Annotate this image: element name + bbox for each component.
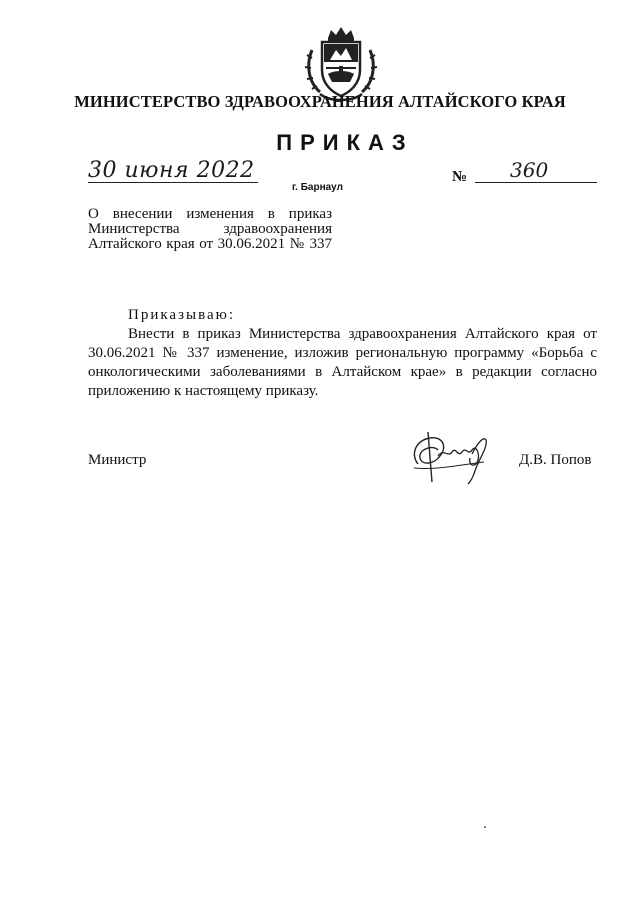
document-body [88,306,597,401]
ministry-title: МИНИСТЕРСТВО ЗДРАВООХРАНЕНИЯ АЛТАЙСКОГО КРАЯ [74,92,566,111]
signatory-title: Министр [88,452,147,468]
document-subject: О внесении изменения в приказ Министерства здравоохранения Алтайского края от 30.06.2021 № 337 [88,206,332,252]
order-word: Приказываю: [128,307,235,323]
signatory-name: Д.В. Попов [519,452,592,468]
handwritten-number: 360 [510,158,549,182]
handwritten-date: 30 июня 2022 [88,158,255,183]
city-label: г. Барнаул [292,182,343,193]
date-underline [88,182,258,183]
handwritten-signature-icon [404,424,494,488]
scan-speck [484,826,486,828]
number-underline [475,182,597,183]
order-paragraph: Внести в приказ Министерства здравоохранения Алтайского края от 30.06.2021 № 337 изменение, изложив региональную программу «Борьба с онкологическими заболеваниями в Алтайском крае» в редакции согласно приложению к настоящему приказу. [88,326,597,399]
number-label: № [452,169,468,185]
document-type-heading: ПРИКАЗ [276,130,414,155]
